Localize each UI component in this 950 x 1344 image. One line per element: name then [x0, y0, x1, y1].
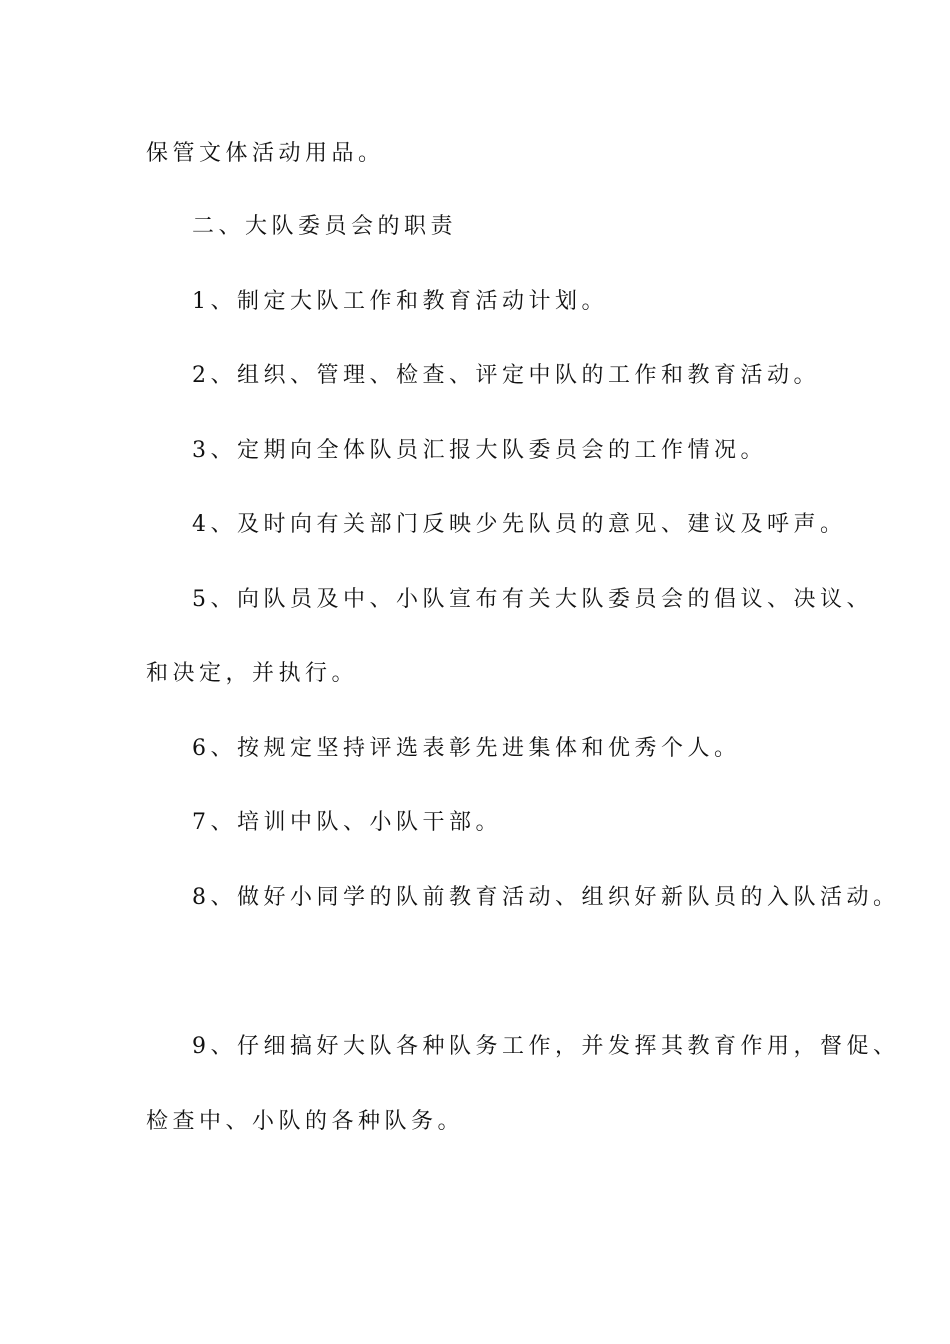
- list-item-2: 2、组织、管理、检查、评定中队的工作和教育活动。: [192, 363, 820, 388]
- section-heading: 二、大队委员会的职责: [192, 214, 458, 239]
- list-item-5-continued: 和决定，并执行。: [146, 661, 359, 686]
- list-item-6: 6、按规定坚持评选表彰先进集体和优秀个人。: [192, 736, 741, 761]
- list-item-9-continued: 检查中、小队的各种队务。: [146, 1109, 465, 1134]
- list-item-1: 1、制定大队工作和教育活动计划。: [192, 289, 608, 314]
- list-item-9: 9、仔细搞好大队各种队务工作，并发挥其教育作用，督促、: [192, 1034, 900, 1059]
- list-item-5: 5、向队员及中、小队宣布有关大队委员会的倡议、决议、: [192, 587, 873, 612]
- text-line-continuation: 保管文体活动用品。: [146, 141, 385, 166]
- list-item-4: 4、及时向有关部门反映少先队员的意见、建议及呼声。: [192, 512, 847, 537]
- list-item-8: 8、做好小同学的队前教育活动、组织好新队员的入队活动。: [192, 885, 900, 910]
- list-item-7: 7、培训中队、小队干部。: [192, 810, 502, 835]
- list-item-3: 3、定期向全体队员汇报大队委员会的工作情况。: [192, 438, 767, 463]
